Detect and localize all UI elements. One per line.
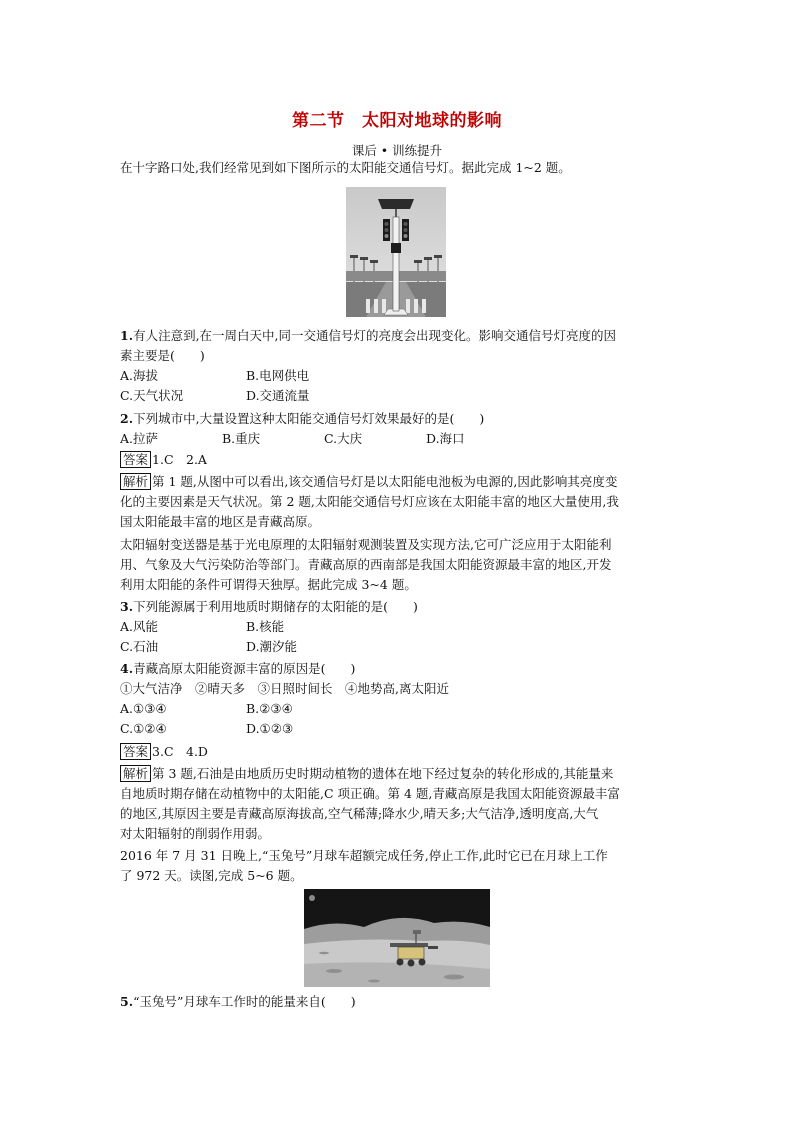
option-a: A.风能: [120, 619, 159, 634]
question-text: 有人注意到,在一周白天中,同一交通信号灯的亮度会出现变化。影响交通信号灯亮度的因: [133, 328, 617, 343]
options-row: [120, 429, 680, 449]
option-a: A.海拔: [120, 368, 159, 383]
options-row: [120, 637, 680, 657]
question-items: ①大气洁净 ②晴天多 ③日照时间长 ④地势高,离太阳近: [120, 681, 449, 696]
question-text: 下列能源属于利用地质时期储存的太阳能的是( ): [133, 599, 418, 614]
question-3: [120, 597, 680, 657]
question-number: 2.: [120, 411, 134, 426]
answer-tag: 答案: [120, 451, 151, 468]
analysis-2: 解析 第 3 题,石油是由地质历史时期动植物的遗体在地下经过复杂的转化形成的,其能量来 自地质时期存储在动植物中的太阳能,C 项正确。第 4 题,青藏高原是我国太阳能资源最丰富 的地区,其原因主要是青藏高原海拔高,空气稀薄;降水少,晴天多;大气洁净,透明度高,大气 对太阳辐射的削弱作用弱。: [120, 766, 620, 841]
option-b: B.电网供电: [246, 368, 310, 383]
answer-2: [120, 742, 680, 762]
solar-traffic-light-photo: [346, 187, 446, 317]
option-c: C.①②④: [120, 721, 167, 736]
question-text: “玉兔号”月球车工作时的能量来自( ): [133, 994, 356, 1009]
option-d: D.潮汐能: [246, 639, 298, 654]
answer-text: 1.C 2.A: [152, 452, 207, 467]
option-d: D.①②③: [246, 721, 294, 736]
option-c: C.石油: [120, 639, 159, 654]
options-row: [120, 719, 680, 739]
intro-paragraph-3: 2016 年 7 月 31 日晚上,“玉兔号”月球车超额完成任务,停止工作,此时它已在月球上工作 了 972 天。读图,完成 5~6 题。: [120, 848, 608, 883]
question-text-cont: 素主要是( ): [120, 348, 205, 363]
intro-paragraph-1: 在十字路口处,我们经常见到如下图所示的太阳能交通信号灯。据此完成 1~2 题。: [120, 160, 571, 175]
option-d: D.海口: [426, 431, 465, 446]
option-b: B.重庆: [222, 431, 261, 446]
analysis-1: 解析 第 1 题,从图中可以看出,该交通信号灯是以太阳能电池板为电源的,因此影响其亮度变 化的主要因素是天气状况。第 2 题,太阳能交通信号灯应该在太阳能丰富的地区大量使用,我 国太阳能最丰富的地区是青藏高原。: [120, 474, 619, 529]
option-c: C.大庆: [324, 431, 363, 446]
option-a: A.拉萨: [120, 431, 159, 446]
question-number: 1.: [120, 328, 134, 343]
answer-1: [120, 450, 680, 470]
question-1: [120, 326, 680, 406]
question-2: [120, 409, 680, 449]
options-row: [120, 617, 680, 637]
question-5: [120, 992, 680, 1012]
question-number: 4.: [120, 661, 134, 676]
intro-paragraph-2: 太阳辐射变送器是基于光电原理的太阳辐射观测装置及实现方法,它可广泛应用于太阳能利 用、气象及大气污染防治等部门。青藏高原的西南部是我国太阳能资源最丰富的地区,开发 利用太阳能的条件可谓得天独厚。据此完成 3~4 题。: [120, 537, 612, 592]
question-number: 3.: [120, 599, 134, 614]
question-number: 5.: [120, 994, 134, 1009]
option-b: B.②③④: [246, 701, 293, 716]
analysis-tag: 解析: [120, 473, 151, 490]
question-text: 下列城市中,大量设置这种太阳能交通信号灯效果最好的是( ): [133, 411, 485, 426]
answer-tag: 答案: [120, 743, 151, 760]
option-c: C.天气状况: [120, 388, 184, 403]
page-subtitle: 课后 • 训练提升: [351, 143, 443, 158]
lunar-rover-photo: [304, 889, 490, 987]
options-row: [120, 386, 680, 406]
options-row: [120, 366, 680, 386]
options-row: [120, 699, 680, 719]
question-text: 青藏高原太阳能资源丰富的原因是( ): [133, 661, 356, 676]
page-title: 第二节 太阳对地球的影响: [292, 111, 502, 131]
option-b: B.核能: [246, 619, 285, 634]
analysis-tag: 解析: [120, 765, 151, 782]
option-a: A.①③④: [120, 701, 167, 716]
option-d: D.交通流量: [246, 388, 310, 403]
question-4: [120, 659, 680, 739]
answer-text: 3.C 4.D: [152, 744, 208, 759]
